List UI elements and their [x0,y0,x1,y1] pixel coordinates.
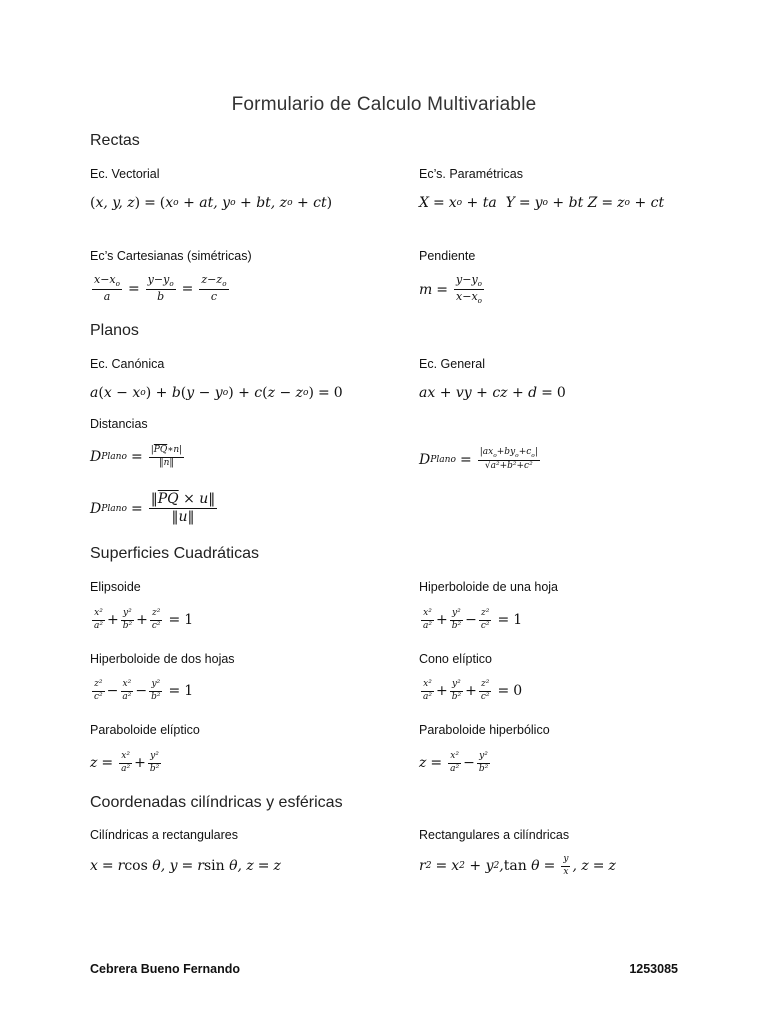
label-paraboloide-eliptico: Paraboloide elíptico [90,723,200,737]
label-pendiente: Pendiente [419,249,476,263]
label-distancias: Distancias [90,417,148,431]
formula-vectorial: ( x, y, z ) = ( x o + at, y o + bt, z o + ct ) [90,195,333,211]
label-cono: Cono elíptico [419,652,492,666]
label-cartesianas: Ec’s Cartesianas (simétricas) [90,249,252,263]
formula-hiperboloide-dos: z² c² − x² a² − $\frac{\text{y²}}{\text{b²}}$ = 1 [94,679,194,702]
formula-paraboloide-eliptico: z = $\frac{\text{x²}}{\text{a²}}$ + y² b² [90,751,160,774]
formula-distancia-1: D Plano = $\frac{|\overline{PQ}∗n|}{‖n‖}$ [90,445,183,468]
label-parametricas: Ec’s. Paramétricas [419,167,523,181]
label-vectorial: Ec. Vectorial [90,167,160,181]
formula-cono: x² a² + y² b² + $\frac{\text{z²}}{\text{c²}}$ = 0 [423,679,523,702]
formula-hiperboloide-una: x² a² + y² b² − $\frac{\text{z²}}{\text{c²}}$ = 1 [423,608,523,631]
formula-distancia-2: D Plano = $|ax_o+by_o+c_o|$ √a²+b²+c² [419,447,538,472]
section-heading-rectas: Rectas [90,132,140,149]
label-hiperboloide-dos: Hiperboloide de dos hojas [90,652,235,666]
section-heading-coordenadas: Coordenadas cilíndricas y esféricas [90,794,343,811]
footer-author: Cebrera Bueno Fernando [90,962,241,976]
formula-rectangulares-a-cilindricas: r 2 = x 2 + y 2 , tan θ = $\frac{y}{x}$ , z = z [419,854,616,877]
label-canonica: Ec. Canónica [90,357,165,371]
section-heading-planos: Planos [90,322,139,339]
section-heading-superficies: Superficies Cuadráticas [90,545,259,562]
page-title: Formulario de Calculo Multivariable [231,94,537,115]
formula-canonica: a ( x − x o ) + b ( y − y o ) + c ( z − z o ) = 0 [90,385,343,401]
label-cilindricas-a-rectangulares: Cilíndricas a rectangulares [90,828,238,842]
label-elipsoide: Elipsoide [90,580,141,594]
formula-general: ax + vy + cz + d = 0 [419,385,566,401]
formula-parametricas: X = x o + ta Y = y o + bt Z = z o + ct [419,195,665,211]
label-paraboloide-hiperbolico: Paraboloide hiperbólico [419,723,550,737]
label-rectangulares-a-cilindricas: Rectangulares a cilíndricas [419,828,570,842]
label-hiperboloide-una: Hiperboloide de una hoja [419,580,558,594]
formula-cilindricas-a-rectangulares: x = r cos θ, y = r sin θ, z = z [90,858,281,874]
formula-distancia-3: D Plano = $\frac{‖\overline{PQ} \times u‖}{‖u‖}$ [90,491,216,526]
label-general: Ec. General [419,357,486,371]
formula-cartesianas: $\frac{x-x_o}{a}$ = $\frac{y-y_o}{b}$ = $\frac{z-z_o}{c}$ [94,273,227,304]
formula-elipsoide: x² a² + y² b² + $\frac{\text{z²}}{\text{c²}}$ = 1 [94,608,194,631]
formula-pendiente: m = $\frac{y-y_o}{x-x_o}$ [419,273,482,306]
footer-id: 1253085 [629,962,678,976]
formula-paraboloide-hiperbolico: z = $\frac{\text{x²}}{\text{a²}}$ − y² b² [419,751,489,774]
